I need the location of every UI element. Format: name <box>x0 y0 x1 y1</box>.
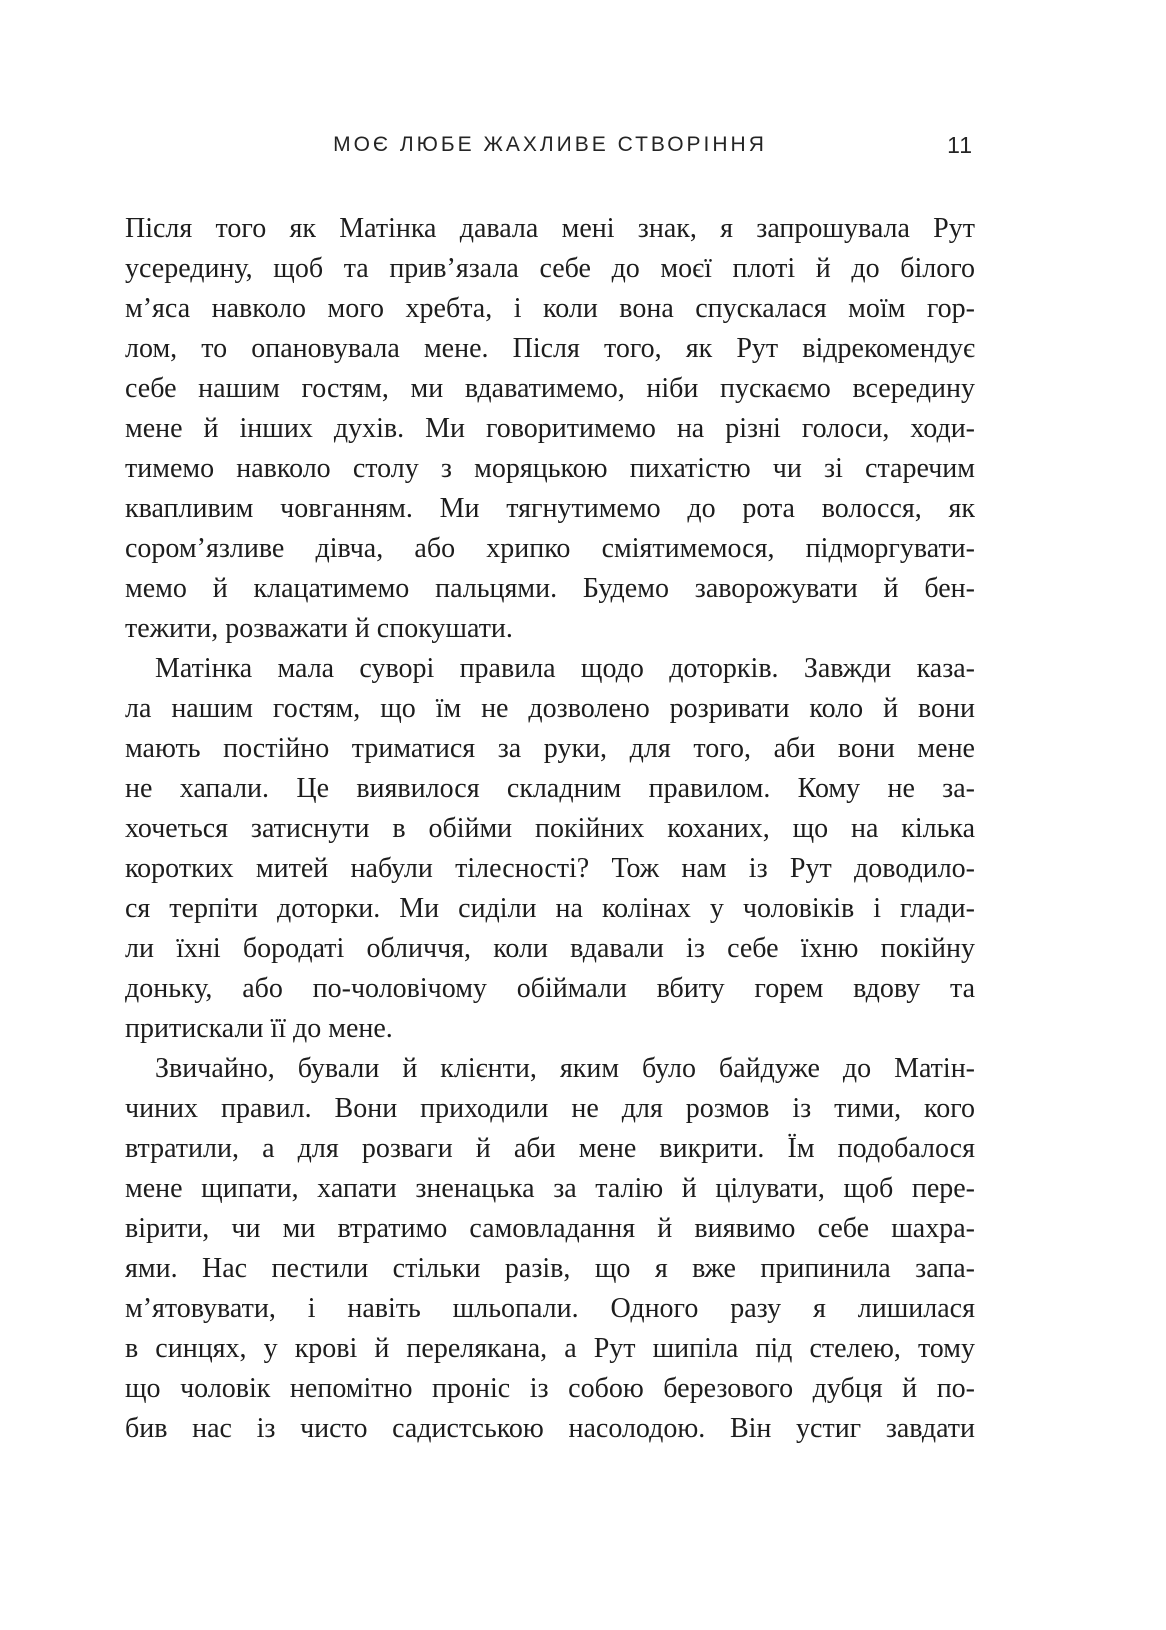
text-line: тежити, розважати й спокушати. <box>125 613 513 644</box>
text-line: мене й інших духів. Ми говоритимемо на різні голоси, ходи- <box>125 413 975 444</box>
text-line: не хапали. Це виявилося складним правилом. Кому не за- <box>125 773 975 804</box>
text-line: усередину, щоб та прив’язала себе до моєї плоті й до білого <box>125 253 975 284</box>
body-text <box>125 209 975 1449</box>
paragraph <box>125 209 975 649</box>
running-title: МОЄ ЛЮБЕ ЖАХЛИВЕ СТВОРІННЯ <box>333 133 767 156</box>
text-line: м’яса навколо мого хребта, і коли вона спускалася моїм гор- <box>125 293 975 324</box>
text-line: Після того як Матінка давала мені знак, я запрошувала Рут <box>125 213 975 244</box>
text-line: чиних правил. Вони приходили не для розмов із тими, кого <box>125 1093 975 1124</box>
text-line: ями. Нас пестили стільки разів, що я вже припинила запа- <box>125 1253 975 1284</box>
text-line: ла нашим гостям, що їм не дозволено розривати коло й вони <box>125 693 975 724</box>
text-line: себе нашим гостям, ми вдаватимемо, ніби пускаємо всередину <box>125 373 975 404</box>
text-line: лом, то опановувала мене. Після того, як Рут відрекомендує <box>125 333 975 364</box>
text-line: бив нас із чисто садистською насолодою. Він устиг завдати <box>125 1413 975 1444</box>
text-line: м’ятовувати, і навіть шльопали. Одного разу я лишилася <box>125 1293 975 1324</box>
text-line: сором’язливе дівча, або хрипко сміятимемося, підморгувати- <box>125 533 975 564</box>
text-line: коротких митей набули тілесності? Тож нам із Рут доводило- <box>125 853 975 884</box>
text-line: вірити, чи ми втратимо самовладання й виявимо себе шахра- <box>125 1213 975 1244</box>
text-line: мають постійно триматися за руки, для того, аби вони мене <box>125 733 975 764</box>
text-line: хочеться затиснути в обійми покійних коханих, що на кілька <box>125 813 975 844</box>
text-line: Звичайно, бували й клієнти, яким було байдуже до Матін- <box>155 1053 975 1084</box>
text-line: ся терпіти доторки. Ми сиділи на колінах у чоловіків і глади- <box>125 893 975 924</box>
running-header <box>125 131 975 159</box>
text-line: в синцях, у крові й перелякана, а Рут шипіла під стелею, тому <box>125 1333 975 1364</box>
paragraph <box>125 649 975 1049</box>
text-line: мемо й клацатимемо пальцями. Будемо заворожувати й бен- <box>125 573 975 604</box>
page-number: 11 <box>947 132 973 158</box>
text-line: тимемо навколо столу з моряцькою пихатістю чи зі старечим <box>125 453 975 484</box>
paragraph <box>125 1049 975 1449</box>
text-line: доньку, або по-чоловічому обіймали вбиту горем вдову та <box>125 973 975 1004</box>
text-line: квапливим човганням. Ми тягнутимемо до рота волосся, як <box>125 493 975 524</box>
text-line: притискали її до мене. <box>125 1013 393 1044</box>
text-line: втратили, а для розваги й аби мене викрити. Їм подобалося <box>125 1133 975 1164</box>
text-line: що чоловік непомітно проніс із собою березового дубця й по- <box>125 1373 975 1404</box>
text-line: мене щипати, хапати зненацька за талію й цілувати, щоб пере- <box>125 1173 975 1204</box>
text-line: Матінка мала суворі правила щодо доторків. Завжди каза- <box>155 653 975 684</box>
text-line: ли їхні бородаті обличчя, коли вдавали із себе їхню покійну <box>125 933 975 964</box>
